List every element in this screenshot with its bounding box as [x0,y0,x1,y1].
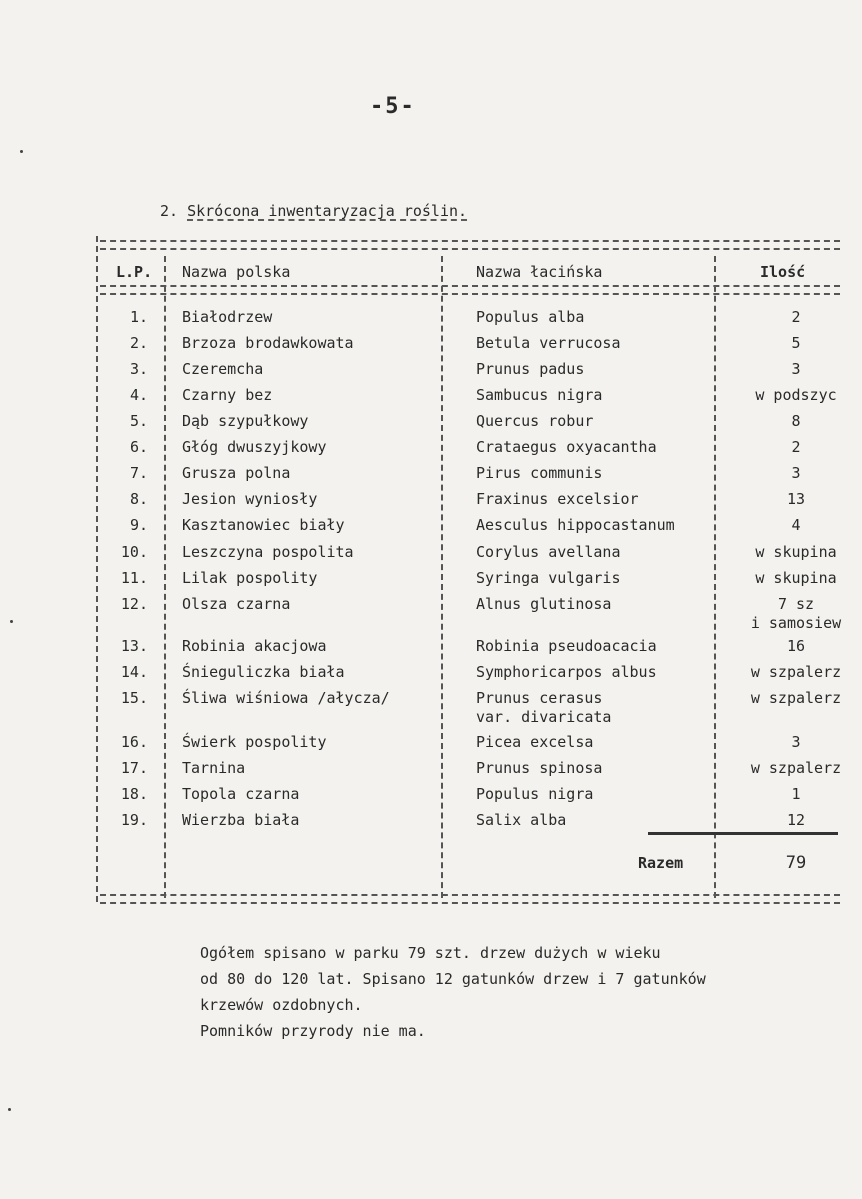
row-number: 8. [129,490,148,508]
row-polish-name: Śliwa wiśniowa /ałycza/ [182,689,390,707]
column-divider-latin [714,256,716,898]
row-number: 18. [120,785,148,803]
row-polish-name: Tarnina [182,759,246,777]
paper-speck [8,1108,11,1111]
row-number: 14. [120,663,148,681]
row-latin-name: Alnus glutinosa [476,595,612,613]
row-quantity: w skupina [755,543,837,561]
row-polish-name: Wierzba biała [182,811,300,829]
row-number: 3. [129,360,148,378]
row-latin-name: Syringa vulgaris [476,569,621,587]
row-polish-name: Olsza czarna [182,595,291,613]
row-latin-name: Betula verrucosa [476,334,621,352]
row-number: 6. [129,438,148,456]
row-polish-name: Głóg dwuszyjkowy [182,438,327,456]
row-quantity: 4 [791,516,801,534]
row-quantity: w szpalerz [750,689,842,707]
row-quantity: w szpalerz [750,759,842,777]
row-quantity: 13 [786,490,806,508]
row-quantity: 1 [791,785,801,803]
row-number: 4. [129,386,148,404]
row-polish-name: Brzoza brodawkowata [182,334,354,352]
table-left-border [96,236,98,902]
row-number: 19. [120,811,148,829]
summary-line: krzewów ozdobnych. [200,996,363,1014]
paper-speck [10,620,13,623]
section-title: Skrócona inwentaryzacja roślin. [187,202,468,220]
row-quantity: w szpalerz [750,663,842,681]
header-latin: Nazwa łacińska [476,263,603,281]
row-polish-name: Kasztanowiec biały [182,516,345,534]
row-quantity: 12 [786,811,806,829]
row-latin-name: Prunus cerasus [476,689,603,707]
row-latin-name: Fraxinus excelsior [476,490,639,508]
total-label: Razem [638,854,684,872]
column-divider-polish [441,256,443,898]
row-latin-name: Prunus spinosa [476,759,603,777]
summary-paragraph [200,940,706,1044]
header-polish: Nazwa polska [182,263,291,281]
table-top-rule [100,240,840,250]
row-polish-name: Robinia akacjowa [182,637,327,655]
row-quantity: 2 [791,438,801,456]
row-number: 12. [120,595,148,613]
row-quantity: w skupina [755,569,837,587]
row-polish-name: Leszczyna pospolita [182,543,354,561]
row-latin-name: Populus nigra [476,785,594,803]
row-latin-name: Picea excelsa [476,733,594,751]
row-latin-name: Sambucus nigra [476,386,603,404]
row-number: 15. [120,689,148,707]
row-number: 13. [120,637,148,655]
row-latin-name: Quercus robur [476,412,594,430]
row-quantity: 16 [786,637,806,655]
row-latin-name: Aesculus hippocastanum [476,516,675,534]
row-polish-name: Świerk pospolity [182,733,327,751]
row-latin-name: Pirus communis [476,464,603,482]
row-latin-name: Corylus avellana [476,543,621,561]
total-underline [648,832,838,835]
page-number: -5- [370,94,416,119]
header-lp: L.P. [116,263,153,281]
row-quantity: 8 [791,412,801,430]
summary-line: od 80 do 120 lat. Spisano 12 gatunków drzew i 7 gatunków [200,970,706,988]
row-polish-name: Jesion wyniosły [182,490,318,508]
paper-speck [20,150,23,153]
summary-line: Pomników przyrody nie ma. [200,1022,426,1040]
table-bottom-rule [100,894,840,904]
row-quantity: w podszyc [755,386,837,404]
row-latin-name: Symphoricarpos albus [476,663,657,681]
row-number: 16. [120,733,148,751]
row-number: 17. [120,759,148,777]
row-quantity: 3 [791,733,801,751]
row-latin-name: Populus alba [476,308,585,326]
section-heading [160,202,467,220]
row-polish-name: Topola czarna [182,785,300,803]
row-polish-name: Dąb szypułkowy [182,412,309,430]
column-divider-lp [164,256,166,898]
row-quantity: 3 [791,464,801,482]
row-latin-name: Prunus padus [476,360,585,378]
row-quantity: 7 sz [777,595,815,613]
row-number: 1. [129,308,148,326]
summary-line: Ogółem spisano w parku 79 szt. drzew dużych w wieku [200,944,661,962]
row-polish-name: Grusza polna [182,464,291,482]
row-number: 5. [129,412,148,430]
row-number: 2. [129,334,148,352]
section-number: 2. [160,202,188,220]
row-polish-name: Śnieguliczka biała [182,663,345,681]
row-latin-name: Robinia pseudoacacia [476,637,657,655]
row-quantity: 5 [791,334,801,352]
row-polish-name: Lilak pospolity [182,569,318,587]
row-latin-name: Salix alba [476,811,567,829]
row-polish-name: Białodrzew [182,308,273,326]
table-header-rule [100,285,840,295]
row-quantity: 3 [791,360,801,378]
row-quantity-note: i samosiew [750,614,842,632]
total-value: 79 [785,853,807,873]
row-number: 7. [129,464,148,482]
row-polish-name: Czeremcha [182,360,264,378]
row-polish-name: Czarny bez [182,386,273,404]
row-latin-name-variant: var. divaricata [476,708,612,726]
row-number: 11. [120,569,148,587]
row-number: 10. [120,543,148,561]
row-number: 9. [129,516,148,534]
header-qty: Ilość [760,263,806,281]
row-quantity: 2 [791,308,801,326]
row-latin-name: Crataegus oxyacantha [476,438,657,456]
